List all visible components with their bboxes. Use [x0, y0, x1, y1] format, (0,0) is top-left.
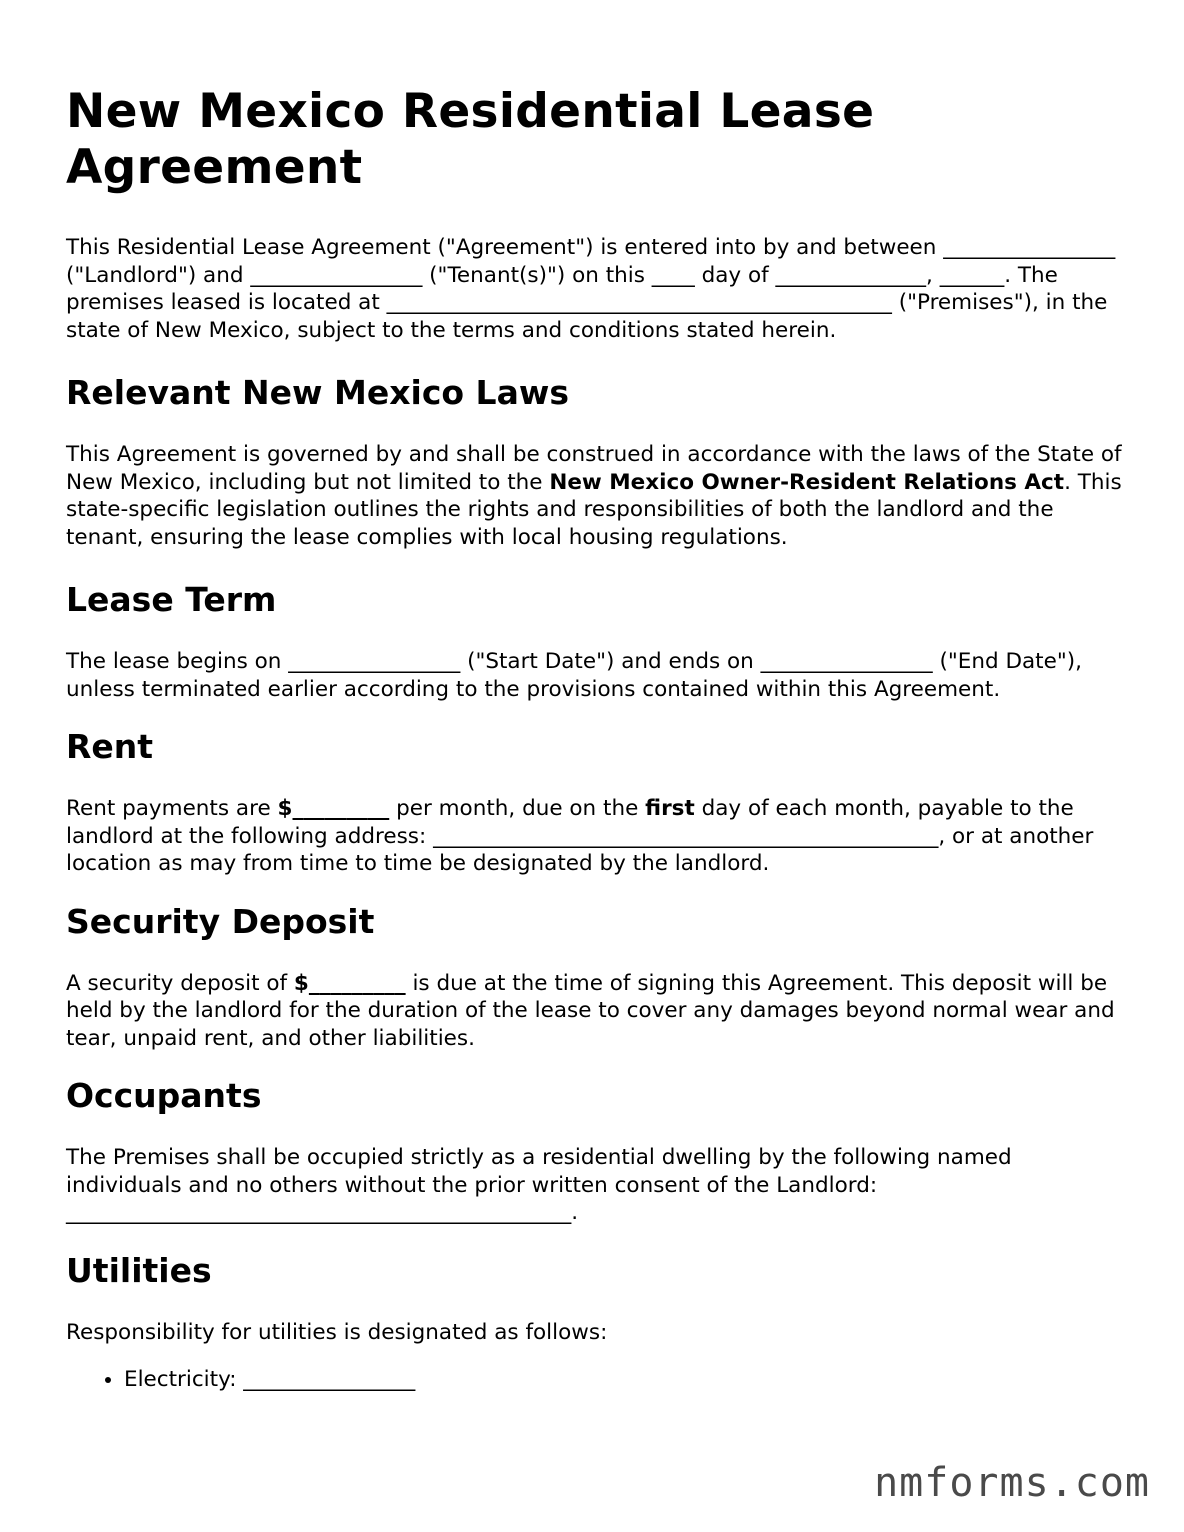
deposit-paragraph [66, 970, 1126, 1053]
lease-term-paragraph: The lease begins on ________________ ("Start Date") and ends on ________________ ("End Date"), unless terminated earlier according to the provisions contained within this Agreement. [66, 649, 1082, 702]
document-title: New Mexico Residential Lease Agreement [66, 84, 875, 195]
rent-due-day: first [645, 796, 695, 821]
laws-act-name: New Mexico Owner-Resident Relations Act [549, 469, 1065, 495]
intro-paragraph: This Residential Lease Agreement ("Agreement") is entered into by and between ________________ ("Landlord") and ________________ ("Tenant(s)") on this ____ day of ______________, ______. The premises leased is located at _______________________________________________ ("Premises"), in the state of New Mexico, subject to the terms and conditions stated herein. [66, 235, 1116, 343]
laws-text-before: This Agreement is governed by and shall be construed in accordance with the laws of the State of New Mexico, including but not limited to the [66, 442, 1122, 495]
deposit-text-1: A security deposit of [66, 970, 294, 996]
lease-document [66, 84, 1126, 1394]
lease-term-heading: Lease Term [66, 580, 277, 619]
occupants-heading: Occupants [66, 1076, 262, 1115]
rent-paragraph [66, 795, 1126, 878]
rent-text-1: Rent payments are [66, 796, 278, 821]
rent-heading: Rent [66, 727, 154, 766]
rent-amount: $_________ [277, 796, 390, 821]
deposit-heading: Security Deposit [66, 901, 375, 941]
rent-text-3: day of each month, payable to the landlord at the following address: _______________________________________________, or at another location as may from time to time be designated by the landlord. [66, 796, 1094, 876]
occupants-paragraph: The Premises shall be occupied strictly as a residential dwelling by the following named individuals and no others without the prior written consent of the Landlord: _______________________________________________. [66, 1145, 1012, 1225]
deposit-amount: $_________ [293, 970, 406, 996]
utilities-list [66, 1366, 1126, 1394]
utilities-paragraph: Responsibility for utilities is designated as follows: [66, 1319, 608, 1345]
laws-heading: Relevant New Mexico Laws [66, 373, 569, 412]
deposit-text-2: is due at the time of signing this Agreement. This deposit will be held by the landlord for the duration of the lease to cover any damages beyond normal wear and tear, unpaid rent, and other liabilities. [66, 970, 1115, 1051]
utilities-item-electricity: • Electricity: ________________ [124, 1366, 1126, 1394]
utilities-heading: Utilities [66, 1250, 212, 1290]
laws-paragraph [66, 441, 1126, 551]
watermark: nmforms.com [874, 1460, 1150, 1506]
rent-text-2: per month, due on the [389, 796, 646, 821]
laws-text-after: . This state-specific legislation outlines the rights and responsibilities of both the landlord and the tenant, ensuring the lease complies with local housing regulations. [66, 469, 1122, 550]
